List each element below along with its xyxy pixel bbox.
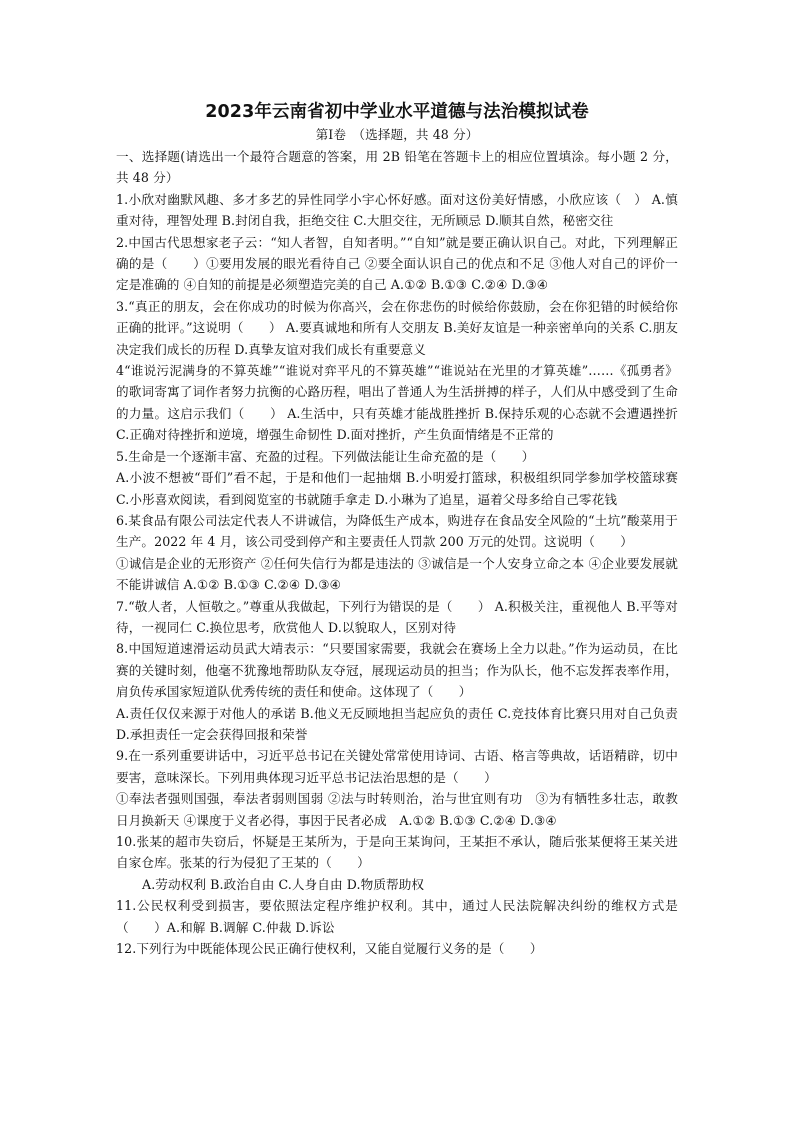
question-paragraph: 9.在一系列重要讲话中，习近平总书记在关键处常常使用诗词、古语、格言等典故，话语精辟，切中要害，意味深长。下列用典体现习近平总书记法治思想的是（ ）: [116, 748, 678, 785]
question-paragraph: 12.下列行为中既能体现公民正确行使权利，又能自觉履行义务的是（ ）: [116, 941, 543, 957]
question-paragraph: 4“谁说污泥满身的不算英雄”“谁说对弈平凡的不算英雄”“谁说站在光里的才算英雄”……《孤勇者》的歌词寄寓了词作者努力抗衡的心路历程，唱出了普通人为生活拼搏的样子，人们从中感受到了生命的力量。这启示我们（ ） A.生活中，只有英雄才能战胜挫折 B.保持乐观的心态就不会遭遇挫折 C.正确对待挫折和逆境，增强生命韧性 D.面对挫折，产生负面情绪是不正常的: [116, 363, 678, 443]
question-paragraph: ①诚信是企业的无形资产 ②任何失信行为都是违法的 ③诚信是一个人安身立命之本 ④企业要发展就不能讲诚信 A.①② B.①③ C.②④ D.③④: [116, 555, 678, 593]
question-list: [116, 189, 678, 960]
question-paragraph: 5.生命是一个逐渐丰富、充盈的过程。下列做法能让生命充盈的是（ ）: [116, 448, 535, 464]
question-paragraph: A.小波不想被“哥们”看不起，于是和他们一起抽烟 B.小明爱打篮球，积极组织同学参加学校篮球赛 C.小彤喜欢阅读，看到阅览室的书就随手拿走 D.小琳为了追星，逼着父母多给自己零花钱: [116, 470, 678, 507]
question-paragraph: 7.“敬人者，人恒敬之。”尊重从我做起，下列行为错误的是（ ） A.积极关注，重视他人 B.平等对待，一视同仁 C.换位思考，欣赏他人 D.以貌取人，区别对待: [116, 598, 678, 635]
question-paragraph: A.责任仅仅来源于对他人的承诺 B.他义无反顾地担当起应负的责任 C.竞技体育比赛只用对自己负责 D.承担责任一定会获得回报和荣誉: [116, 705, 678, 742]
question-paragraph: 1.小欣对幽默风趣、多才多艺的异性同学小宇心怀好感。面对这份美好情感，小欣应该（ ） A.慎重对待，理智处理 B.封闭自我，拒绝交往 C.大胆交往，无所顾忌 D.顺其自然，秘密交往: [116, 191, 678, 229]
question-paragraph: 3.“真正的朋友，会在你成功的时候为你高兴，会在你悲伤的时候给你鼓励，会在你犯错的时候给你正确的批评。”这说明（ ） A.要真诚地和所有人交朋友 B.美好友谊是一种亲密单向的关系 C.朋友决定我们成长的历程 D.真挚友谊对我们成长有重要意义: [116, 298, 678, 357]
question-paragraph: 11.公民权利受到损害，要依照法定程序维护权利。其中，通过人民法院解决纠纷的维权方式是（ ）A.和解 B.调解 C.仲裁 D.诉讼: [116, 898, 678, 935]
instructions: 一、选择题(请选出一个最符合题意的答案，用 2B 铅笔在答题卡上的相应位置填涂。每小题 2 分，共 48 分）: [116, 149, 678, 186]
exam-title: 2023年云南省初中学业水平道德与法治模拟试卷: [205, 102, 589, 122]
question-paragraph: 8.中国短道速滑运动员武大靖表示：“只要国家需要，我就会在赛场上全力以赴。”作为运动员，在比赛的关键时刻，他毫不犹豫地帮助队友夺冠，展现运动员的担当；作为队长，他不忘发挥表率作用，肩负传承国家短道队优秀传统的责任和使命。这体现了（ ）: [116, 641, 678, 700]
section-heading: 第Ⅰ卷 （选择题，共 48 分）: [315, 127, 479, 142]
question-paragraph: ①奉法者强则国强，奉法者弱则国弱 ②法与时转则治，治与世宜则有功 ③为有牺牲多壮志，敢教日月换新天 ④课度于义者必得，事因于民者必成 A.①② B.①③ C.②④ D.③④: [116, 791, 678, 828]
exam-content: [116, 98, 678, 959]
question-paragraph: A.劳动权利 B.政治自由 C.人身自由 D.物质帮助权: [142, 876, 425, 892]
question-paragraph: 10.张某的超市失窃后，怀疑是王某所为，于是向王某询问，王某拒不承认，随后张某便将王某关进自家仓库。张某的行为侵犯了王某的（ ）: [116, 834, 678, 871]
question-paragraph: 2.中国古代思想家老子云：“知人者智，自知者明。”“自知”就是要正确认识自己。对此，下列理解正确的是（ ）①要用发展的眼光看待自己 ②要全面认识自己的优点和不足 ③他人对自己的评价一定是准确的 ④自知的前提是必须塑造完美的自己 A.①② B.①③ C.②④ D.③④: [116, 234, 678, 293]
question-paragraph: 6.某食品有限公司法定代表人不讲诚信，为降低生产成本，购进存在食品安全风险的“土坑”酸菜用于生产。2022 年 4 月，该公司受到停产和主要责任人罚款 200 万元的处罚。这说明（ ）: [116, 512, 678, 550]
